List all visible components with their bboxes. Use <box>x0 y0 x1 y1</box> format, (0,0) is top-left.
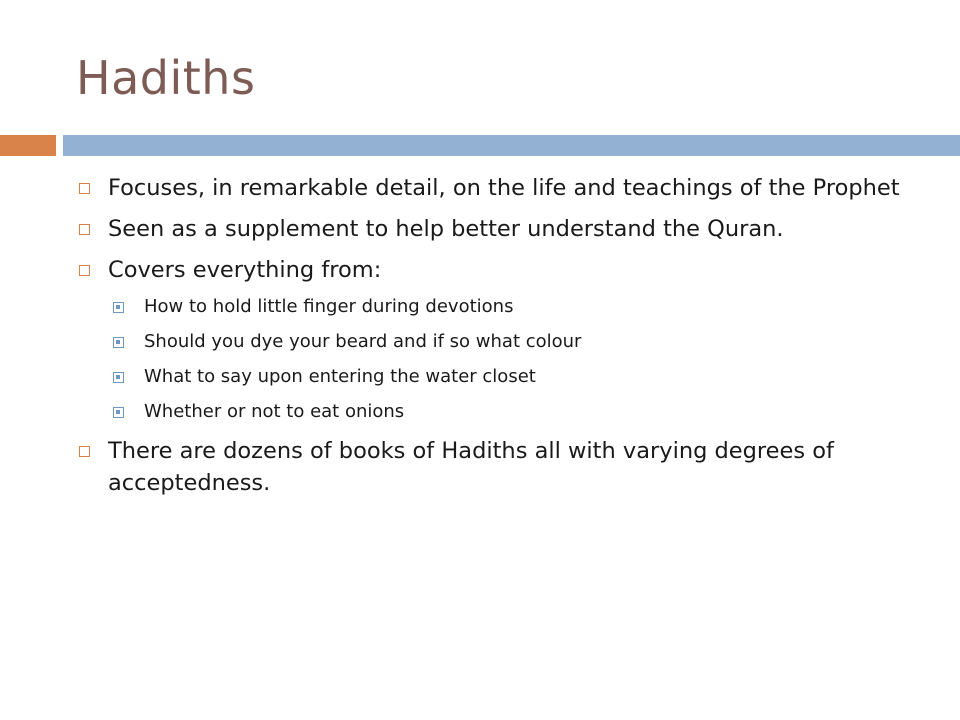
square-bullet-icon <box>79 224 90 235</box>
sub-bullet-item <box>76 400 906 424</box>
sub-bullet-text: What to say upon entering the water closet <box>144 366 536 387</box>
bullet-text: There are dozens of books of Hadiths all with varying degrees of acceptedness. <box>108 438 834 496</box>
slide-title: Hadiths <box>76 51 256 105</box>
square-bullet-icon <box>79 265 90 276</box>
bullet-text: Seen as a supplement to help better understand the Quran. <box>108 216 784 242</box>
bullet-text: Focuses, in remarkable detail, on the life and teachings of the Prophet <box>108 175 900 201</box>
filled-square-bullet-icon <box>113 337 124 348</box>
square-bullet-icon <box>79 183 90 194</box>
accent-bar-blue <box>63 135 960 156</box>
bullet-item <box>76 435 906 499</box>
filled-square-bullet-icon <box>113 407 124 418</box>
filled-square-bullet-icon <box>113 372 124 383</box>
bullet-text: Covers everything from: <box>108 257 382 283</box>
sub-bullet-item <box>76 365 906 389</box>
sub-bullet-text: How to hold little finger during devotions <box>144 296 514 317</box>
sub-bullet-text: Whether or not to eat onions <box>144 401 405 422</box>
sub-bullet-item <box>76 295 906 319</box>
sub-bullet-list <box>76 295 906 424</box>
sub-bullet-text: Should you dye your beard and if so what colour <box>144 331 582 352</box>
filled-square-bullet-icon <box>113 302 124 313</box>
bullet-item <box>76 254 906 286</box>
accent-bar-orange <box>0 135 56 156</box>
square-bullet-icon <box>79 446 90 457</box>
bullet-item <box>76 213 906 245</box>
slide-content <box>76 172 906 508</box>
bullet-item <box>76 172 906 204</box>
sub-bullet-item <box>76 330 906 354</box>
